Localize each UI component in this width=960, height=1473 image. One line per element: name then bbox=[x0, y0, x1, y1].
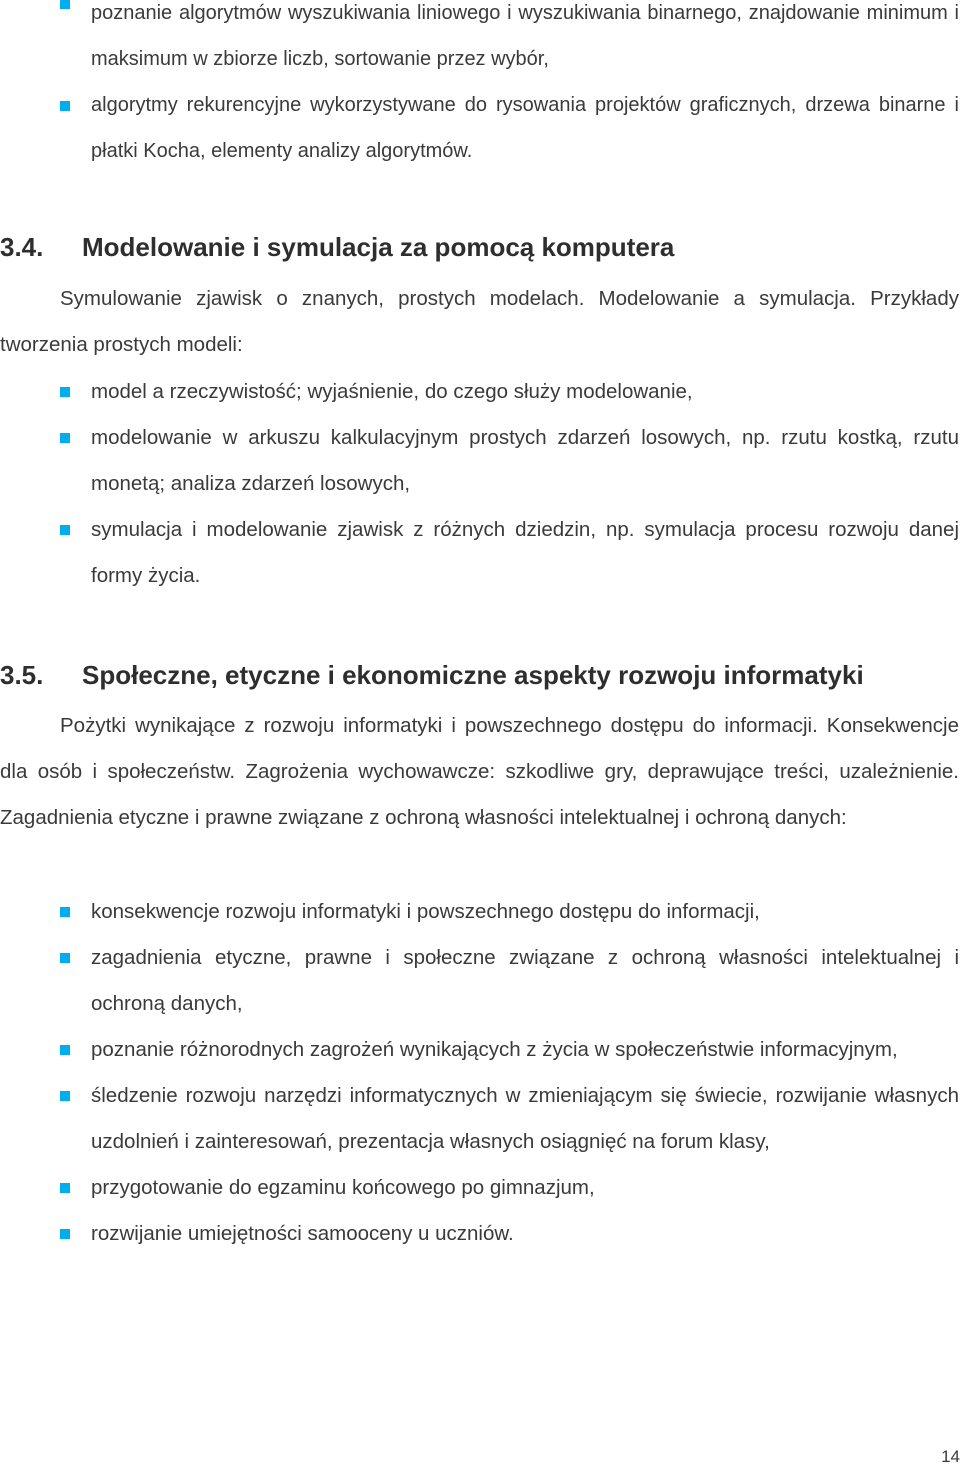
list-item bbox=[0, 935, 960, 1027]
list-item bbox=[0, 369, 960, 415]
section-number: 3.5. bbox=[0, 660, 44, 690]
section-bullet-list bbox=[0, 889, 960, 1257]
list-item-text: poznanie algorytmów wyszukiwania liniowego i wyszukiwania binarnego, znajdowanie minimum i maksimum w zbiorze liczb, sortowanie przez wybór, bbox=[91, 2, 959, 70]
square-bullet-icon bbox=[60, 1091, 70, 1101]
list-item-text: algorytmy rekurencyjne wykorzystywane do rysowania projektów graficznych, drzewa binarne i płatki Kocha, elementy analizy algorytmów. bbox=[91, 94, 959, 162]
list-item bbox=[0, 82, 960, 174]
square-bullet-icon bbox=[60, 387, 70, 397]
square-bullet-icon bbox=[60, 101, 70, 111]
square-bullet-icon bbox=[60, 1045, 70, 1055]
square-bullet-icon bbox=[60, 1183, 70, 1193]
list-item-text: rozwijanie umiejętności samooceny u uczniów. bbox=[91, 1222, 514, 1245]
square-bullet-icon bbox=[60, 907, 70, 917]
list-item-text: modelowanie w arkuszu kalkulacyjnym prostych zdarzeń losowych, np. rzutu kostką, rzutu monetą; analiza zdarzeń losowych, bbox=[91, 426, 959, 495]
list-item bbox=[0, 507, 960, 599]
list-item bbox=[0, 889, 960, 935]
section-paragraph: Symulowanie zjawisk o znanych, prostych modelach. Modelowanie a symulacja. Przykłady tworzenia prostych modeli: bbox=[0, 287, 959, 356]
square-bullet-icon bbox=[60, 953, 70, 963]
list-item-text: konsekwencje rozwoju informatyki i powszechnego dostępu do informacji, bbox=[91, 900, 760, 923]
list-item bbox=[0, 1073, 960, 1165]
list-item bbox=[0, 1211, 960, 1257]
list-item-text: śledzenie rozwoju narzędzi informatycznych w zmieniającym się świecie, rozwijanie własnych uzdolnień i zainteresowań, prezentacja własnych osiągnięć na forum klasy, bbox=[91, 1084, 959, 1153]
list-item-text: symulacja i modelowanie zjawisk z różnych dziedzin, np. symulacja procesu rozwoju danej formy życia. bbox=[91, 518, 959, 587]
section-paragraph: Pożytki wynikające z rozwoju informatyki i powszechnego dostępu do informacji. Konsekwencje dla osób i społeczeństw. Zagrożenia wychowawcze: szkodliwe gry, deprawujące treści, uzależnienie. Zagadnienia etyczne i prawne związane z ochroną własności intelektualnej i ochroną danych: bbox=[0, 714, 959, 829]
list-item bbox=[0, 0, 960, 82]
square-bullet-icon bbox=[60, 1229, 70, 1239]
section-bullet-list bbox=[0, 369, 960, 599]
section-title: Społeczne, etyczne i ekonomiczne aspekty rozwoju informatyki bbox=[82, 660, 864, 690]
section-number: 3.4. bbox=[0, 232, 44, 262]
list-item bbox=[0, 415, 960, 507]
list-item-text: przygotowanie do egzaminu końcowego po gimnazjum, bbox=[91, 1176, 595, 1199]
list-item bbox=[0, 1165, 960, 1211]
square-bullet-icon bbox=[60, 433, 70, 443]
list-item-text: model a rzeczywistość; wyjaśnienie, do czego służy modelowanie, bbox=[91, 380, 693, 403]
list-item-text: poznanie różnorodnych zagrożeń wynikających z życia w społeczeństwie informacyjnym, bbox=[91, 1038, 898, 1061]
list-item-text: zagadnienia etyczne, prawne i społeczne związane z ochroną własności intelektualnej i ochroną danych, bbox=[91, 946, 959, 1015]
square-bullet-icon bbox=[60, 0, 70, 9]
top-bullet-list bbox=[0, 0, 960, 174]
square-bullet-icon bbox=[60, 525, 70, 535]
page-number: 14 bbox=[941, 1447, 960, 1466]
section-title: Modelowanie i symulacja za pomocą komputera bbox=[82, 232, 675, 262]
list-item bbox=[0, 1027, 960, 1073]
